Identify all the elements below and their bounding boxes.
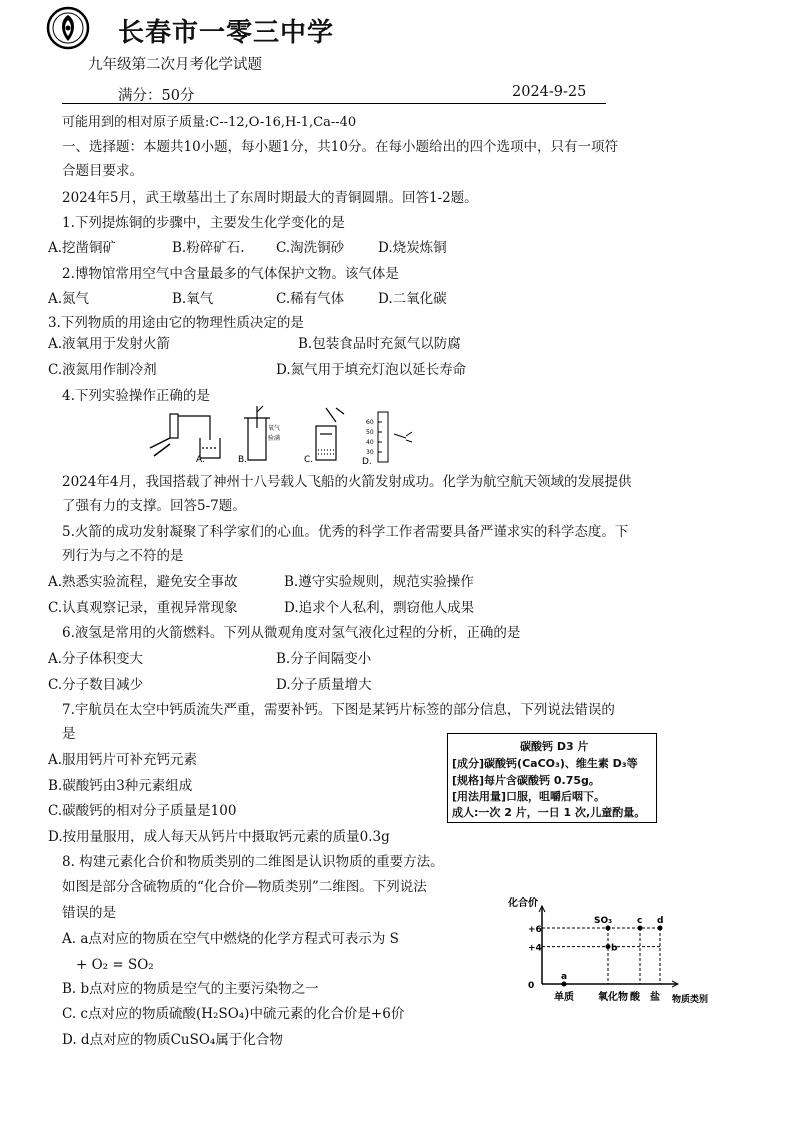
data-point [606, 944, 611, 949]
section1-intro-line1: 一、选择题：本题共10小题，每小题1分，共10分。在每小题给出的四个选项中，只有一项符 [62, 139, 618, 155]
y-tick-label: +6 [528, 925, 542, 935]
header-divider [62, 103, 606, 104]
exam-date: 2024-9-25 [512, 84, 587, 100]
q7-option-d: D.按用量服用，成人每天从钙片中摄取钙元素的质量0.3g [48, 829, 390, 845]
q5-option-a: A.熟悉实验流程，避免安全事故 [48, 574, 238, 590]
q4-fig-c-label: C. [304, 455, 314, 465]
point-label: d [657, 916, 664, 926]
data-point [638, 926, 643, 931]
q3-option-a: A.液氧用于发射火箭 [48, 336, 171, 352]
full-score: 满分：50分 [118, 88, 195, 104]
q8-option-d: D. d点对应的物质CuSO₄属于化合物 [62, 1032, 283, 1048]
q1-option-b: B.粉碎矿石. [172, 240, 245, 256]
atomic-masses: 可能用到的相对原子质量:C--12,O-16,H-1,Ca--40 [62, 115, 357, 130]
x-tick-label: 盐 [650, 992, 660, 1003]
q1-option-c: C.淘洗铜砂 [276, 240, 345, 256]
q4-cyl-60: 60 [366, 419, 374, 426]
q4-figure-b [244, 406, 270, 460]
q4-cyl-50: 50 [366, 429, 374, 436]
q3-option-b: B.包装食品时充氮气以防腐 [298, 336, 461, 352]
q1-option-a: A.挖凿铜矿 [48, 240, 117, 256]
q5-option-d: D.追求个人私利，剽窃他人成果 [284, 600, 475, 616]
point-label: a [561, 972, 568, 982]
q7-option-c: C.碳酸钙的相对分子质量是100 [48, 803, 237, 819]
label-ingredients: [成分]碳酸钙(CaCO₃)、维生素 D₃等 [452, 757, 638, 770]
q4-cyl-40: 40 [366, 439, 374, 446]
q8-stem-line3: 错误的是 [62, 905, 116, 921]
q1-option-d: D.烧炭炼铜 [378, 240, 447, 256]
q4-figures [140, 404, 430, 466]
q7-option-b: B.碳酸钙由3种元素组成 [48, 778, 193, 794]
q3-stem: 3.下列物质的用途由它的物理性质决定的是 [48, 315, 304, 331]
data-point [658, 926, 663, 931]
q4-fig-b-label: B. [238, 455, 248, 465]
context2-line1: 2024年4月，我国搭载了神州十八号载人飞船的火箭发射成功。化学为航空航天领域的发展提供 [62, 474, 632, 490]
q5-stem-line1: 5.火箭的成功发射凝聚了科学家们的心血。优秀的科学工作者需要具备严谨求实的科学态度。下 [62, 524, 629, 540]
exam-title: 九年级第二次月考化学试题 [88, 57, 262, 73]
y-tick-label: 0 [528, 981, 535, 991]
q6-stem: 6.液氢是常用的火箭燃料。下列从微观角度对氢气液化过程的分析，正确的是 [62, 625, 521, 641]
q6-option-d: D.分子质量增大 [276, 677, 372, 693]
q1-stem: 1.下列提炼铜的步骤中，主要发生化学变化的是 [62, 215, 345, 231]
q4-fig-b-label2: 验满 [268, 435, 281, 442]
x-tick-label: 酸 [630, 992, 640, 1003]
label-dosage: 成人:一次 2 片，一日 1 次,儿童酌量。 [452, 806, 646, 819]
school-name: 长春市一零三中学 [118, 18, 335, 48]
q8-option-a-line1: A. a点对应的物质在空气中燃烧的化学方程式可表示为 S [62, 931, 399, 947]
q8-option-c: C. c点对应的物质硫酸(H₂SO₄)中硫元素的化合价是+6价 [62, 1006, 405, 1022]
q4-figure-c [316, 408, 344, 460]
q3-option-d: D.氮气用于填充灯泡以延长寿命 [276, 362, 467, 378]
q5-option-c: C.认真观察记录，重视异常现象 [48, 600, 238, 616]
q4-figure-d [378, 412, 412, 462]
q6-option-b: B.分子间隔变小 [276, 651, 372, 667]
context1: 2024年5月，武王墩墓出土了东周时期最大的青铜圆鼎。回答1-2题。 [62, 190, 478, 206]
q4-fig-d-label: D. [362, 457, 372, 466]
q8-option-b: B. b点对应的物质是空气的主要污染物之一 [62, 981, 319, 997]
x-tick-label: 氧化物 [598, 992, 628, 1003]
q8-stem-line1: 8. 构建元素化合价和物质类别的二维图是认识物质的重要方法。 [62, 854, 444, 870]
data-point [562, 982, 567, 987]
q4-cyl-30: 30 [366, 449, 374, 456]
point-label: c [637, 916, 643, 926]
y-axis-label: 化合价 [508, 898, 538, 909]
calcium-tablet-label [447, 733, 657, 823]
q5-stem-line2: 列行为与之不符的是 [62, 548, 184, 564]
q4-figure-a [150, 414, 220, 458]
school-logo [46, 6, 90, 50]
q7-stem-line1: 7.宇航员在太空中钙质流失严重，需要补钙。下图是某钙片标签的部分信息，下列说法错误的 [62, 702, 615, 718]
valence-category-chart [492, 892, 732, 1008]
x-axis-label: 物质类别 [672, 995, 709, 1005]
q6-option-a: A.分子体积变大 [48, 651, 144, 667]
q2-option-c: C.稀有气体 [276, 291, 345, 307]
q2-option-a: A.氮气 [48, 291, 90, 307]
q4-stem: 4.下列实验操作正确的是 [62, 388, 210, 404]
data-point [606, 926, 611, 931]
q7-stem-line2: 是 [62, 726, 76, 742]
section1-intro-line2: 合题目要求。 [62, 163, 143, 179]
q2-option-b: B.氧气 [172, 291, 214, 307]
label-title: 碳酸钙 D3 片 [520, 740, 589, 753]
q6-option-c: C.分子数目减少 [48, 677, 144, 693]
q4-fig-a-label: A. [196, 455, 205, 465]
point-label: b [611, 943, 618, 954]
q7-option-a: A.服用钙片可补充钙元素 [48, 752, 198, 768]
label-usage: [用法用量]口服，咀嚼后咽下。 [452, 790, 606, 803]
q3-option-c: C.液氮用作制冷剂 [48, 362, 157, 378]
y-tick-label: +4 [528, 943, 542, 954]
q2-option-d: D.二氧化碳 [378, 291, 447, 307]
q4-fig-b-label1: 氧气 [268, 425, 281, 432]
label-spec: [规格]每片含碳酸钙 0.75g。 [452, 774, 600, 787]
q5-option-b: B.遵守实验规则，规范实验操作 [284, 574, 474, 590]
point-label: SO₃ [594, 916, 613, 926]
context2-line2: 了强有力的支撑。回答5-7题。 [62, 498, 246, 514]
x-tick-label: 单质 [554, 992, 574, 1003]
q8-stem-line2: 如图是部分含硫物质的“化合价—物质类别”二维图。下列说法 [62, 879, 427, 895]
q2-stem: 2.博物馆常用空气中含量最多的气体保护文物。该气体是 [62, 266, 399, 282]
q8-option-a-line2: + O₂ = SO₂ [76, 957, 154, 973]
